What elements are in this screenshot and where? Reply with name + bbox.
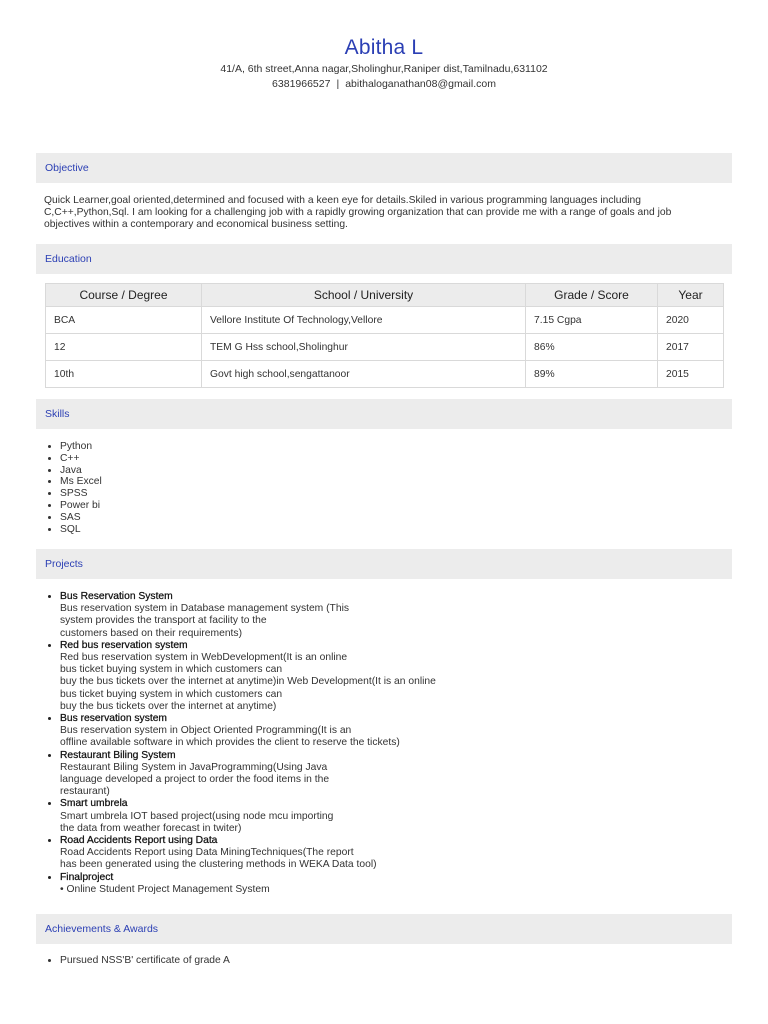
list-item: • SAS xyxy=(60,512,102,524)
list-item: • Python xyxy=(60,441,102,453)
skills-heading: Skills xyxy=(45,408,70,420)
grade-cell: 7.15 Cgpa xyxy=(526,307,658,334)
list-item: • C++ xyxy=(60,453,102,465)
list-item: • SPSS xyxy=(60,488,102,500)
project-description: Restaurant Biling System in JavaProgramming(Using Java language developed a project to order the food items in the restaurant) xyxy=(60,761,330,798)
year-cell: 2015 xyxy=(658,361,724,388)
list-item: • Power bi xyxy=(60,500,102,512)
education-heading: Education xyxy=(45,253,92,265)
school-cell: TEM G Hss school,Sholinghur xyxy=(202,334,526,361)
course-cell: 12 xyxy=(46,334,202,361)
skills-section-header xyxy=(36,399,732,429)
objective-heading: Objective xyxy=(45,162,89,174)
list-item: • SQL xyxy=(60,524,102,536)
list-item xyxy=(60,835,660,872)
list-item: • Pursued NSS'B' certificate of grade A xyxy=(60,955,230,967)
project-title: • Bus Reservation System xyxy=(60,591,173,602)
project-description: Smart umbrela IOT based project(using node mcu importing the data from weather forecast in twiter) xyxy=(60,810,334,834)
project-title: • Smart umbrela xyxy=(60,798,128,810)
education-table xyxy=(45,283,724,388)
contact-line xyxy=(0,78,768,90)
list-item xyxy=(60,713,660,750)
course-cell: 10th xyxy=(46,361,202,388)
achievements-section-header xyxy=(36,914,732,944)
table-row xyxy=(46,307,724,334)
objective-text: Quick Learner,goal oriented,determined and focused with a keen eye for details.Skiled in various programming languages including C,C++,Python,Sql. I am looking for a challenging job with a rapidly growing organization that can provide me with a range of goals and job objectives within a contemporary and economical business setting. xyxy=(44,195,672,230)
course-cell: BCA xyxy=(46,307,202,334)
project-title: • Restaurant Biling System xyxy=(60,749,176,761)
projects-heading: Projects xyxy=(45,558,83,570)
list-item: • Ms Excel xyxy=(60,476,102,488)
candidate-name: Abitha L xyxy=(344,36,424,59)
project-description: Red bus reservation system in WebDevelopment(It is an online bus ticket buying system in which customers can buy the bus tickets over the internet at anytime)in Web Development(It is an online bus ticket buying system in which customers can buy the bus tickets over the internet at anytime) xyxy=(60,652,436,712)
year-cell: 2020 xyxy=(658,307,724,334)
table-row xyxy=(46,334,724,361)
list-item: • Java xyxy=(60,465,102,477)
list-item xyxy=(60,872,660,896)
list-item xyxy=(60,640,660,713)
school-cell: Vellore Institute Of Technology,Vellore xyxy=(202,307,526,334)
achievements-list xyxy=(44,955,230,967)
column-header-course: Course / Degree xyxy=(46,284,202,307)
column-header-grade: Grade / Score xyxy=(526,284,658,307)
table-row xyxy=(46,361,724,388)
projects-list xyxy=(44,591,660,896)
project-title: • Road Accidents Report using Data xyxy=(60,835,218,847)
projects-section-header xyxy=(36,549,732,579)
education-table-header-row xyxy=(46,284,724,307)
phone-number: 6381966527 xyxy=(272,78,331,90)
list-item xyxy=(60,591,660,640)
project-title: • Red bus reservation system xyxy=(60,639,188,651)
grade-cell: 89% xyxy=(526,361,658,388)
column-header-year: Year xyxy=(658,284,724,307)
project-description: Road Accidents Report using Data MiningTechniques(The report has been generated using the clustering methods in WEKA Data tool) xyxy=(60,847,377,871)
grade-cell: 86% xyxy=(526,334,658,361)
skills-list xyxy=(44,441,102,535)
list-item xyxy=(60,750,660,799)
email-address: abithaloganathan08@gmail.com xyxy=(345,78,496,90)
school-cell: Govt high school,sengattanoor xyxy=(202,361,526,388)
list-item xyxy=(60,798,660,835)
year-cell: 2017 xyxy=(658,334,724,361)
contact-separator: | xyxy=(336,78,340,90)
achievements-heading: Achievements & Awards xyxy=(45,923,159,935)
project-title: • Finalproject xyxy=(60,871,114,883)
project-title: • Bus reservation system xyxy=(60,713,168,725)
address: 41/A, 6th street,Anna nagar,Sholinghur,Raniper dist,Tamilnadu,631102 xyxy=(220,63,548,75)
project-description: • Online Student Project Management System xyxy=(60,883,270,895)
objective-section-header xyxy=(36,153,732,183)
column-header-school: School / University xyxy=(202,284,526,307)
project-description: Bus reservation system in Object Oriented Programming(It is an offline available software in which provides the client to reserve the tickets) xyxy=(60,725,400,749)
education-section-header xyxy=(36,244,732,274)
project-description: Bus reservation system in Database management system (This system provides the transport at facility to the customers based on their requirements) xyxy=(60,603,350,639)
